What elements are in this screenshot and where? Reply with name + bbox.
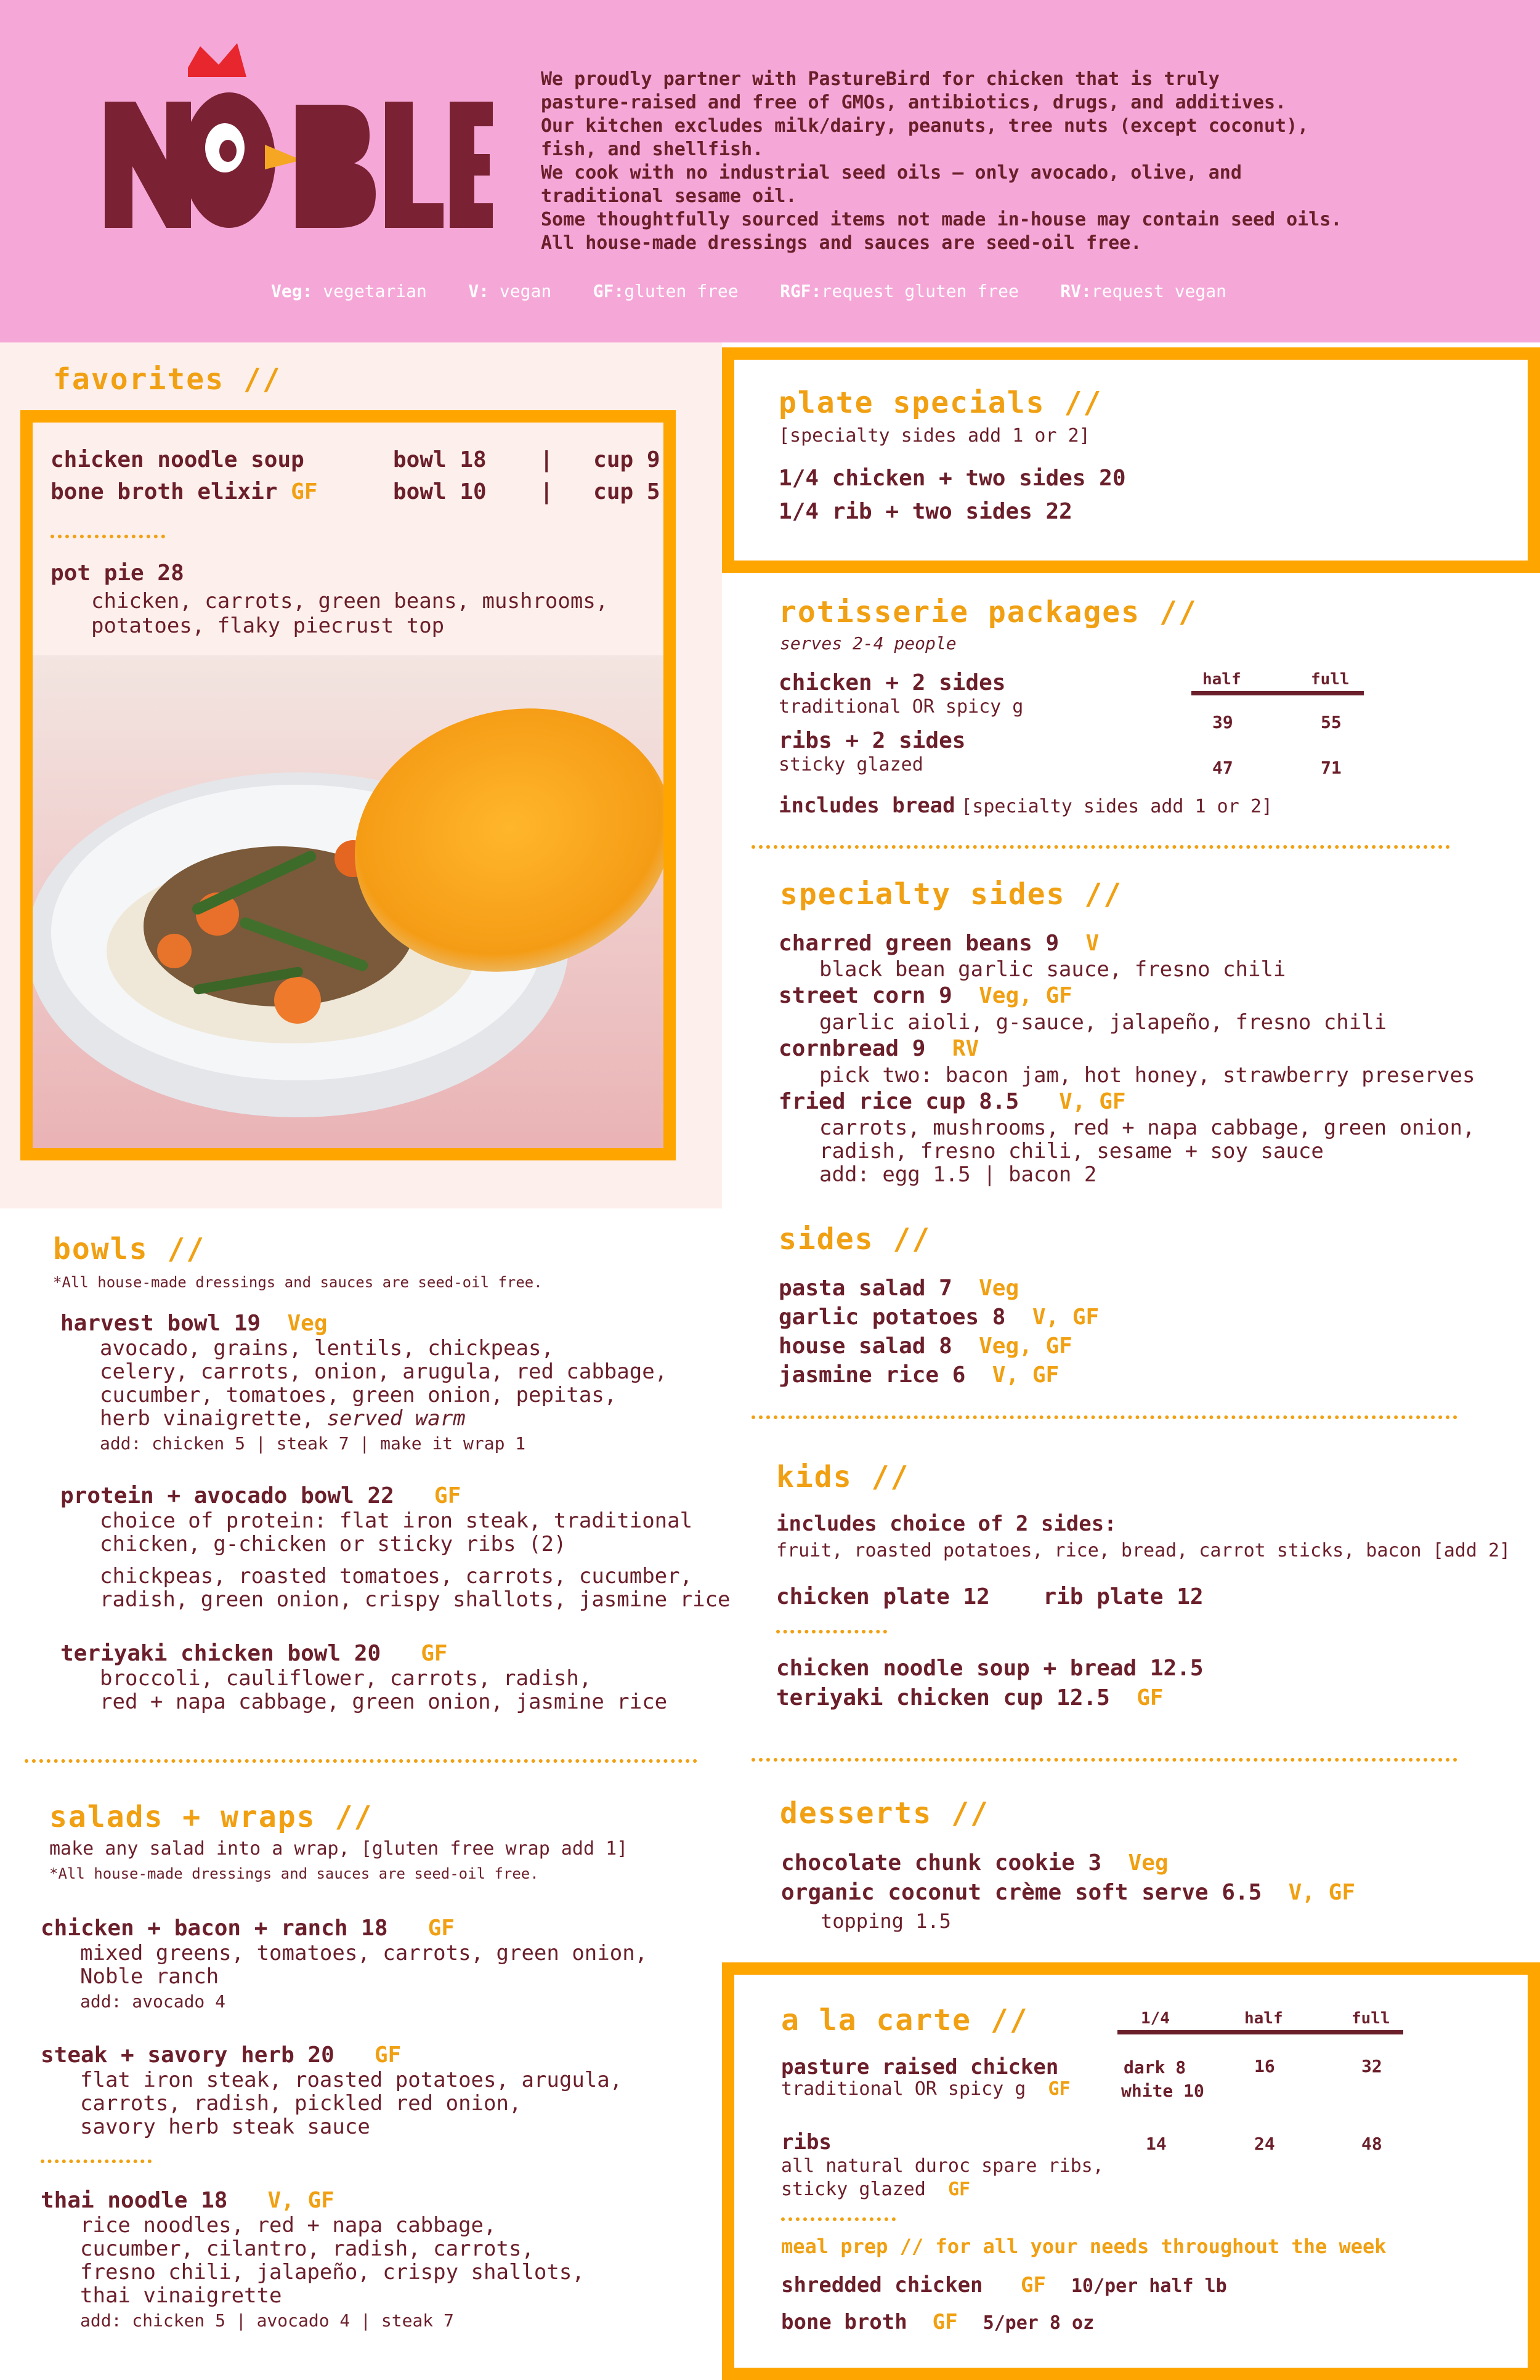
col-full: full xyxy=(1311,670,1350,689)
legend-value: request vegan xyxy=(1091,281,1226,301)
item-name: fried rice cup 8.5 xyxy=(779,1089,1019,1114)
rot-item-name: ribs + 2 sides xyxy=(779,728,966,753)
salads-title: salads + wraps // xyxy=(49,1800,373,1834)
diet-tag: RV xyxy=(952,1036,979,1061)
price-separator: | xyxy=(540,447,554,472)
rot-item-name: chicken + 2 sides xyxy=(779,670,1006,695)
side-item-desc: add: egg 1.5 | bacon 2 xyxy=(819,1162,1097,1187)
kids-item: chicken noodle soup + bread 12.5 xyxy=(776,1656,1204,1681)
desc-line: savory herb steak sauce xyxy=(80,2115,370,2139)
item-price: 10/per half lb xyxy=(1071,2275,1227,2297)
price-full: 71 xyxy=(1321,758,1342,778)
dessert-item xyxy=(781,1850,1169,1876)
desc-line: thai vinaigrette xyxy=(80,2283,282,2308)
bowl-price: bowl 18 xyxy=(393,447,487,472)
divider xyxy=(752,845,1450,849)
item-name: teriyaki chicken bowl 20 xyxy=(60,1641,381,1666)
divider xyxy=(41,2159,152,2163)
intro-line: Some thoughtfully sourced items not made in-house may contain seed oils. xyxy=(541,209,1342,230)
item-name: charred green beans 9 xyxy=(779,931,1060,956)
desc-text: traditional OR spicy g xyxy=(781,2078,1026,2100)
intro-text xyxy=(541,68,1342,255)
side-item-name xyxy=(779,1035,1475,1063)
item-name: organic coconut crème soft serve 6.5 xyxy=(781,1880,1262,1905)
diet-tag: Veg xyxy=(1128,1850,1169,1876)
alacarte-chicken-name: pasture raised chicken xyxy=(781,2055,1059,2079)
add-ons: add: chicken 5 | avocado 4 | steak 7 xyxy=(80,2310,454,2331)
diet-tag: V, GF xyxy=(992,1362,1060,1388)
harvest-desc xyxy=(100,1337,667,1457)
legend-value: gluten free xyxy=(624,281,739,301)
side-item-name xyxy=(779,930,1475,957)
side-item-desc: garlic aioli, g-sauce, jalapeño, fresno chili xyxy=(819,1010,1387,1035)
kids-plate: chicken plate 12 xyxy=(776,1584,990,1609)
desc-line: broccoli, cauliflower, carrots, radish, xyxy=(100,1666,592,1691)
item-name: protein + avocado bowl 22 xyxy=(60,1483,394,1508)
pot-pie-photo xyxy=(33,655,663,1148)
item-name: chicken + bacon + ranch 18 xyxy=(41,1916,388,1941)
divider xyxy=(752,1758,1457,1762)
salad-steak-herb xyxy=(41,2042,401,2068)
divider xyxy=(781,2217,896,2221)
item-name: chocolate chunk cookie 3 xyxy=(781,1850,1102,1876)
intro-line: Our kitchen excludes milk/dairy, peanuts, tree nuts (except coconut), xyxy=(541,115,1309,137)
salad-chicken-bacon-ranch xyxy=(41,1916,455,1941)
col-half: half xyxy=(1202,670,1241,689)
intro-line: pasture-raised and free of GMOs, antibiotics, drugs, and additives. xyxy=(541,92,1287,113)
desc-line: mixed greens, tomatoes, carrots, green onion, xyxy=(80,1941,648,1965)
diet-tag: Veg xyxy=(287,1311,328,1336)
diet-tag: GF xyxy=(1137,1685,1164,1710)
diet-tag: GF xyxy=(932,2310,958,2334)
desc-line: flat iron steak, roasted potatoes, arugula, xyxy=(80,2068,623,2092)
meal-prep-item xyxy=(781,2273,1227,2297)
kids-item xyxy=(776,1685,1164,1710)
diet-legend xyxy=(271,281,1226,301)
alacarte-ribs-name: ribs xyxy=(781,2130,832,2155)
intro-line: traditional sesame oil. xyxy=(541,185,797,207)
legend-key: V: xyxy=(468,281,490,301)
pot-pie-name: pot pie 28 xyxy=(51,561,184,586)
desc-line: choice of protein: flat iron steak, traditional xyxy=(100,1508,693,1533)
item-price: 5/per 8 oz xyxy=(983,2312,1095,2334)
plate-specials-title: plate specials // xyxy=(779,386,1103,420)
price-half: 47 xyxy=(1212,758,1233,778)
rot-includes xyxy=(779,793,1273,818)
sides-list xyxy=(779,1274,1099,1390)
item-name: house salad 8 xyxy=(779,1334,952,1359)
side-item-desc: carrots, mushrooms, red + napa cabbage, green onion, xyxy=(819,1115,1475,1140)
price-full: 55 xyxy=(1321,712,1342,732)
intro-line: We proudly partner with PastureBird for chicken that is truly xyxy=(541,68,1220,90)
specialty-sides-title: specialty sides // xyxy=(780,877,1123,912)
price-full: 32 xyxy=(1361,2056,1382,2076)
soup-chicken-noodle xyxy=(51,447,304,472)
soup-bone-broth xyxy=(51,479,318,504)
diet-tag: GF xyxy=(1020,2273,1046,2297)
side-item-desc: radish, fresno chili, sesame + soy sauce xyxy=(819,1139,1324,1164)
side-item-desc: pick two: bacon jam, hot honey, strawberry preserves xyxy=(819,1063,1475,1088)
desc-line: chicken, carrots, green beans, mushrooms, xyxy=(91,589,609,613)
divider xyxy=(776,1630,887,1633)
diet-tag: V xyxy=(1085,931,1100,956)
item-name: pasta salad 7 xyxy=(779,1276,952,1301)
desc-text: herb vinaigrette, xyxy=(100,1406,314,1431)
item-name: bone broth elixir xyxy=(51,479,278,504)
soup-chicken-noodle-price xyxy=(393,447,660,472)
add-ons: add: avocado 4 xyxy=(80,1991,226,2012)
rotisserie-serves: serves 2-4 people xyxy=(780,633,957,654)
item-name: thai noodle 18 xyxy=(41,2188,228,2213)
intro-line: fish, and shellfish. xyxy=(541,139,764,160)
diet-tag: GF xyxy=(291,479,318,504)
diet-tag: V, GF xyxy=(267,2188,334,2213)
item-name: cornbread 9 xyxy=(779,1036,926,1061)
desc-line: cucumber, cilantro, radish, carrots, xyxy=(80,2236,534,2261)
soup-bone-broth-price xyxy=(393,479,660,504)
desc-line: cucumber, tomatoes, green onion, pepitas, xyxy=(100,1383,617,1407)
side-item xyxy=(779,1274,1099,1303)
desc-line: red + napa cabbage, green onion, jasmine rice xyxy=(100,1690,668,1714)
legend-key: GF: xyxy=(593,281,625,301)
alacarte-title: a la carte // xyxy=(781,2003,1029,2038)
salad-desc xyxy=(80,2068,622,2139)
rot-item-desc: sticky glazed xyxy=(779,754,923,775)
salads-note: make any salad into a wrap, [gluten free wrap add 1] xyxy=(49,1838,628,1860)
col-half: half xyxy=(1244,2009,1283,2028)
legend-key: Veg: xyxy=(271,281,313,301)
cup-price: cup 5 xyxy=(593,479,660,504)
desc-line: carrots, radish, pickled red onion, xyxy=(80,2091,522,2116)
desc-line: potatoes, flaky piecrust top xyxy=(91,613,445,638)
diet-tag: Veg xyxy=(979,1276,1019,1301)
alacarte-ribs-desc xyxy=(781,2155,1104,2201)
salad-desc xyxy=(80,2214,585,2334)
side-item xyxy=(779,1303,1099,1332)
served-warm: served warm xyxy=(326,1406,466,1431)
diet-tag: V, GF xyxy=(1032,1305,1100,1330)
rotisserie-title: rotisserie packages // xyxy=(779,595,1198,629)
header-rule xyxy=(1191,691,1364,695)
diet-tag: Veg, GF xyxy=(979,983,1072,1008)
add-ons: add: chicken 5 | steak 7 | make it wrap 1 xyxy=(100,1433,526,1454)
item-name: bone broth xyxy=(781,2310,907,2334)
item-name: garlic potatoes 8 xyxy=(779,1305,1006,1330)
noble-logo xyxy=(99,43,493,234)
price-quarter: 14 xyxy=(1146,2134,1167,2154)
diet-tag: GF xyxy=(428,1916,455,1941)
price-white: white 10 xyxy=(1121,2081,1204,2101)
side-item xyxy=(779,1361,1099,1390)
legend-key: RV: xyxy=(1060,281,1092,301)
alacarte-chicken-desc xyxy=(781,2078,1071,2100)
salad-thai-noodle xyxy=(41,2188,334,2213)
kids-includes: includes choice of 2 sides: xyxy=(776,1512,1117,1536)
kids-choices: fruit, roasted potatoes, rice, bread, carrot sticks, bacon [add 2] xyxy=(776,1540,1511,1561)
col-quarter: 1/4 xyxy=(1141,2009,1170,2028)
salads-note-seed-oil: *All house-made dressings and sauces are seed-oil free. xyxy=(49,1865,539,1882)
dessert-item xyxy=(781,1880,1355,1905)
desserts-title: desserts // xyxy=(780,1796,989,1831)
diet-tag: V, GF xyxy=(1288,1880,1355,1905)
item-name: teriyaki chicken cup 12.5 xyxy=(776,1685,1110,1710)
diet-tag: V, GF xyxy=(1059,1089,1126,1114)
header-banner xyxy=(0,0,1540,342)
desc-line: rice noodles, red + napa cabbage, xyxy=(80,2213,496,2238)
item-name: steak + savory herb 20 xyxy=(41,2042,334,2068)
header-rule xyxy=(1117,2030,1403,2034)
item-name: jasmine rice 6 xyxy=(779,1362,966,1388)
desc-text: sticky glazed xyxy=(781,2179,926,2200)
side-item-name xyxy=(779,1088,1475,1116)
price-full: 48 xyxy=(1361,2134,1382,2154)
divider xyxy=(25,1759,697,1763)
legend-key: RGF: xyxy=(780,281,822,301)
teriyaki-bowl xyxy=(60,1641,448,1666)
item-name: chicken noodle soup xyxy=(51,447,304,472)
desc-line: avocado, grains, lentils, chickpeas, xyxy=(100,1336,554,1361)
protein-desc xyxy=(100,1509,731,1611)
plate-specials-note: [specialty sides add 1 or 2] xyxy=(779,425,1090,447)
protein-bowl xyxy=(60,1483,461,1508)
divider xyxy=(51,535,165,538)
plate-special-item: 1/4 rib + two sides 22 xyxy=(779,499,1072,524)
includes-label: includes bread xyxy=(779,793,955,818)
desc-line: chicken, g-chicken or sticky ribs (2) xyxy=(100,1532,567,1556)
intro-line: All house-made dressings and sauces are seed-oil free. xyxy=(541,232,1142,254)
harvest-bowl xyxy=(60,1311,328,1336)
meal-prep-item xyxy=(781,2310,1094,2334)
diet-tag: GF xyxy=(421,1641,448,1666)
side-item-desc: black bean garlic sauce, fresno chili xyxy=(819,957,1286,982)
legend-value: vegetarian xyxy=(323,281,427,301)
rot-item-desc: traditional OR spicy g xyxy=(779,696,1024,718)
diet-tag: GF xyxy=(434,1483,461,1508)
kids-plates xyxy=(776,1584,1204,1609)
alacarte-chicken-quarter xyxy=(1121,2056,1204,2103)
plate-specials-box xyxy=(722,347,1540,573)
price-dark: dark 8 xyxy=(1124,2057,1186,2078)
item-name: street corn 9 xyxy=(779,983,952,1008)
plate-special-item: 1/4 chicken + two sides 20 xyxy=(779,466,1126,491)
legend-value: request gluten free xyxy=(821,281,1019,301)
pot-pie-desc xyxy=(91,589,608,638)
diet-tag: GF xyxy=(947,2179,971,2200)
divider xyxy=(752,1415,1457,1419)
desc-line: Noble ranch xyxy=(80,1964,219,1989)
side-item-name xyxy=(779,982,1475,1010)
diet-tag: GF xyxy=(374,2042,402,2068)
diet-tag: GF xyxy=(1048,2078,1071,2100)
side-item xyxy=(779,1332,1099,1361)
diet-tag: Veg, GF xyxy=(979,1334,1072,1359)
salad-desc xyxy=(80,1941,647,2015)
dessert-topping: topping 1.5 xyxy=(821,1909,951,1933)
price-half: 16 xyxy=(1254,2056,1275,2076)
desc-line: fresno chili, jalapeño, crispy shallots, xyxy=(80,2260,585,2285)
desc-line xyxy=(100,1407,667,1430)
kids-title: kids // xyxy=(776,1460,910,1494)
legend-value: vegan xyxy=(499,281,552,301)
bowls-note: *All house-made dressings and sauces are seed-oil free. xyxy=(53,1274,543,1291)
bowls-title: bowls // xyxy=(53,1232,206,1266)
desc-line: celery, carrots, onion, arugula, red cabbage, xyxy=(100,1359,668,1384)
price-separator: | xyxy=(540,479,554,504)
meal-prep-heading: meal prep // for all your needs throughout the week xyxy=(781,2235,1387,2258)
specialty-sides-list xyxy=(779,930,1475,1186)
sides-title: sides // xyxy=(779,1222,931,1257)
price-half: 39 xyxy=(1212,712,1233,732)
col-full: full xyxy=(1352,2009,1390,2028)
teriyaki-desc xyxy=(100,1667,667,1714)
desc-line: chickpeas, roasted tomatoes, carrots, cucumber, xyxy=(100,1564,693,1589)
desc-line: all natural duroc spare ribs, xyxy=(781,2155,1104,2177)
intro-line: We cook with no industrial seed oils — only avocado, olive, and xyxy=(541,162,1242,184)
favorites-title: favorites // xyxy=(53,362,282,397)
cup-price: cup 9 xyxy=(593,447,660,472)
item-name: harvest bowl 19 xyxy=(60,1311,261,1336)
kids-plate: rib plate 12 xyxy=(1043,1584,1204,1609)
bowl-price: bowl 10 xyxy=(393,479,487,504)
price-half: 24 xyxy=(1254,2134,1275,2154)
includes-note: [specialty sides add 1 or 2] xyxy=(961,796,1273,817)
item-name: shredded chicken xyxy=(781,2273,983,2297)
desc-line: radish, green onion, crispy shallots, jasmine rice xyxy=(100,1587,731,1612)
